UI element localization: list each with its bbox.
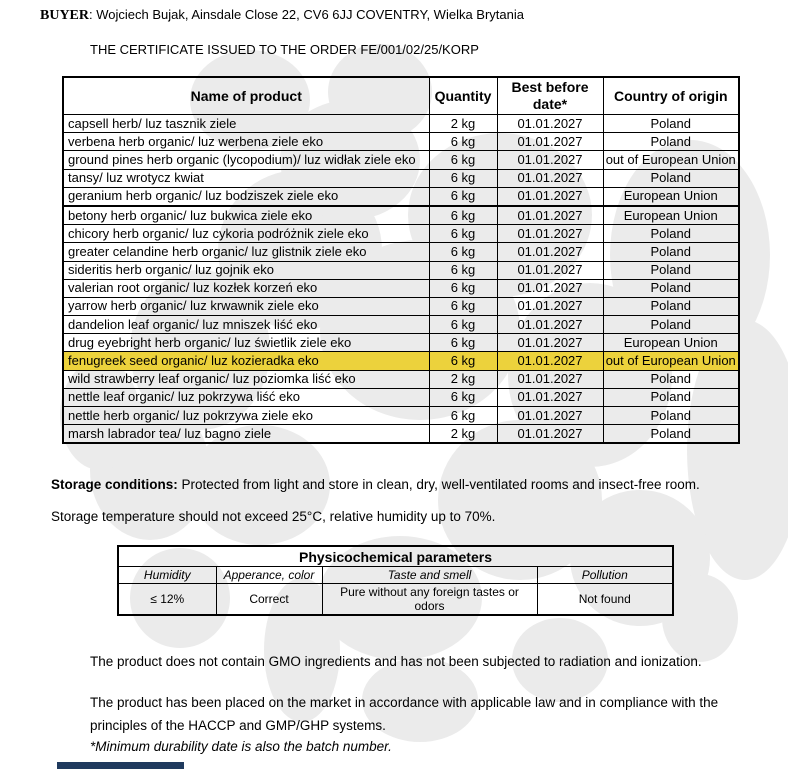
cell-qty: 6 kg	[429, 407, 497, 425]
cell-name: betony herb organic/ luz bukwica ziele eko	[63, 206, 429, 225]
param-value-humidity: ≤ 12%	[118, 584, 216, 616]
product-table	[62, 76, 740, 444]
cell-date: 01.01.2027	[497, 243, 603, 261]
storage-line-1	[51, 477, 771, 492]
buyer-text: : Wojciech Bujak, Ainsdale Close 22, CV6 6JJ COVENTRY, Wielka Brytania	[89, 7, 524, 22]
cell-name: yarrow herb organic/ luz krwawnik ziele eko	[63, 297, 429, 315]
param-value-taste: Pure without any foreign tastes or odors	[322, 584, 537, 616]
product-table-row	[63, 407, 739, 425]
cell-name: marsh labrador tea/ luz bagno ziele	[63, 425, 429, 444]
cell-date: 01.01.2027	[497, 279, 603, 297]
cell-qty: 6 kg	[429, 206, 497, 225]
cell-qty: 6 kg	[429, 388, 497, 406]
cell-date: 01.01.2027	[497, 297, 603, 315]
cell-name: drug eyebright herb organic/ luz świetlik ziele eko	[63, 334, 429, 352]
product-table-row	[63, 297, 739, 315]
col-header-date: Best before date*	[497, 77, 603, 115]
param-value-appearance: Correct	[216, 584, 322, 616]
parameters-title: Physicochemical parameters	[118, 546, 673, 567]
cell-origin: Poland	[603, 388, 739, 406]
cell-origin: European Union	[603, 206, 739, 225]
cell-name: greater celandine herb organic/ luz glistnik ziele eko	[63, 243, 429, 261]
col-header-origin: Country of origin	[603, 77, 739, 115]
product-table-row	[63, 243, 739, 261]
cell-origin: Poland	[603, 133, 739, 151]
cell-origin: Poland	[603, 169, 739, 187]
cell-date: 01.01.2027	[497, 425, 603, 444]
product-table-row	[63, 151, 739, 169]
product-table-body	[63, 115, 739, 444]
cell-origin: Poland	[603, 115, 739, 133]
param-header-humidity: Humidity	[118, 567, 216, 584]
product-table-row	[63, 133, 739, 151]
cell-qty: 2 kg	[429, 370, 497, 388]
product-table-row	[63, 225, 739, 243]
cell-origin: Poland	[603, 225, 739, 243]
buyer-label: BUYER	[40, 8, 90, 23]
product-table-row	[63, 388, 739, 406]
cell-name: verbena herb organic/ luz werbena ziele eko	[63, 133, 429, 151]
cell-origin: European Union	[603, 187, 739, 206]
parameters-table	[117, 545, 674, 616]
batch-number-footnote: *Minimum durability date is also the batch number.	[90, 739, 392, 754]
cell-origin: Poland	[603, 407, 739, 425]
cell-qty: 6 kg	[429, 187, 497, 206]
product-table-row	[63, 115, 739, 133]
cell-qty: 6 kg	[429, 352, 497, 370]
col-header-name: Name of product	[63, 77, 429, 115]
cell-date: 01.01.2027	[497, 225, 603, 243]
cell-name: dandelion leaf organic/ luz mniszek liść eko	[63, 316, 429, 334]
cell-date: 01.01.2027	[497, 407, 603, 425]
gmo-paragraph: The product does not contain GMO ingredients and has not been subjected to radiation and ionization.	[90, 654, 702, 669]
product-table-row	[63, 425, 739, 444]
cell-date: 01.01.2027	[497, 316, 603, 334]
cell-date: 01.01.2027	[497, 334, 603, 352]
cell-qty: 6 kg	[429, 133, 497, 151]
param-header-taste: Taste and smell	[322, 567, 537, 584]
storage-conditions	[51, 477, 771, 540]
product-table-row	[63, 370, 739, 388]
cell-date: 01.01.2027	[497, 187, 603, 206]
product-table-row	[63, 169, 739, 187]
product-table-row	[63, 352, 739, 370]
cell-origin: out of European Union	[603, 151, 739, 169]
cell-qty: 2 kg	[429, 425, 497, 444]
product-table-row	[63, 279, 739, 297]
parameters-header-row	[118, 567, 673, 584]
param-header-appearance: Apperance, color	[216, 567, 322, 584]
product-table-row	[63, 187, 739, 206]
certificate-order-line: THE CERTIFICATE ISSUED TO THE ORDER FE/001/02/25/KORP	[90, 42, 479, 57]
cell-qty: 6 kg	[429, 225, 497, 243]
cell-origin: Poland	[603, 370, 739, 388]
parameters-title-row	[118, 546, 673, 567]
cell-origin: Poland	[603, 243, 739, 261]
cell-name: geranium herb organic/ luz bodziszek ziele eko	[63, 187, 429, 206]
cell-qty: 6 kg	[429, 169, 497, 187]
storage-line-1-text: Protected from light and store in clean, dry, well-ventilated rooms and insect-free room.	[177, 477, 700, 492]
cell-date: 01.01.2027	[497, 261, 603, 279]
cell-qty: 6 kg	[429, 151, 497, 169]
cell-name: wild strawberry leaf organic/ luz poziomka liść eko	[63, 370, 429, 388]
cell-name: chicory herb organic/ luz cykoria podróżnik ziele eko	[63, 225, 429, 243]
cell-name: nettle herb organic/ luz pokrzywa ziele eko	[63, 407, 429, 425]
cell-date: 01.01.2027	[497, 352, 603, 370]
cell-origin: out of European Union	[603, 352, 739, 370]
product-table-row	[63, 334, 739, 352]
cell-name: tansy/ luz wrotycz kwiat	[63, 169, 429, 187]
cell-date: 01.01.2027	[497, 115, 603, 133]
cell-date: 01.01.2027	[497, 206, 603, 225]
cell-date: 01.01.2027	[497, 370, 603, 388]
cell-name: sideritis herb organic/ luz gojnik eko	[63, 261, 429, 279]
product-table-header-row	[63, 77, 739, 115]
param-header-pollution: Pollution	[537, 567, 673, 584]
parameters-value-row	[118, 584, 673, 616]
cell-qty: 2 kg	[429, 115, 497, 133]
cell-origin: Poland	[603, 261, 739, 279]
haccp-paragraph: The product has been placed on the market in accordance with applicable law and in compliance with the principles of the HACCP and GMP/GHP systems.	[90, 695, 719, 733]
storage-label: Storage conditions:	[51, 477, 178, 492]
cell-qty: 6 kg	[429, 297, 497, 315]
cell-qty: 6 kg	[429, 243, 497, 261]
cell-name: valerian root organic/ luz kozłek korzeń eko	[63, 279, 429, 297]
cell-date: 01.01.2027	[497, 388, 603, 406]
col-header-quantity: Quantity	[429, 77, 497, 115]
cell-qty: 6 kg	[429, 316, 497, 334]
cell-origin: Poland	[603, 279, 739, 297]
cell-origin: Poland	[603, 297, 739, 315]
product-table-row	[63, 206, 739, 225]
cell-date: 01.01.2027	[497, 151, 603, 169]
product-table-row	[63, 261, 739, 279]
cell-name: capsell herb/ luz tasznik ziele	[63, 115, 429, 133]
storage-line-2: Storage temperature should not exceed 25°C, relative humidity up to 70%.	[51, 508, 496, 524]
cell-name: ground pines herb organic (lycopodium)/ luz widłak ziele eko	[63, 151, 429, 169]
buyer-line	[40, 7, 524, 24]
product-table-wrap	[62, 76, 740, 444]
cell-name: fenugreek seed organic/ luz kozieradka eko	[63, 352, 429, 370]
cell-origin: Poland	[603, 316, 739, 334]
cell-date: 01.01.2027	[497, 133, 603, 151]
cell-name: nettle leaf organic/ luz pokrzywa liść eko	[63, 388, 429, 406]
cell-qty: 6 kg	[429, 334, 497, 352]
cell-origin: Poland	[603, 425, 739, 444]
cell-origin: European Union	[603, 334, 739, 352]
product-table-row	[63, 316, 739, 334]
param-value-pollution: Not found	[537, 584, 673, 616]
footer-logo-bar	[57, 762, 184, 769]
cell-qty: 6 kg	[429, 261, 497, 279]
parameters-table-wrap	[117, 545, 674, 616]
cell-qty: 6 kg	[429, 279, 497, 297]
cell-date: 01.01.2027	[497, 169, 603, 187]
